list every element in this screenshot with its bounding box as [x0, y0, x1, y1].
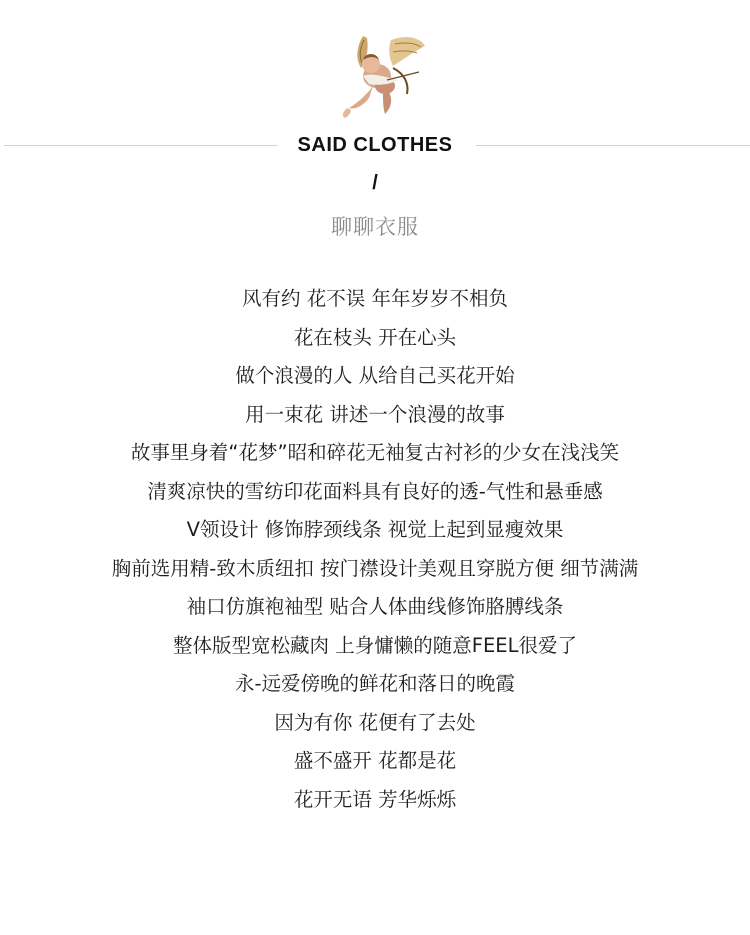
- poem-line: 故事里身着“花梦”昭和碎花无袖复古衬衫的少女在浅浅笑: [130, 441, 620, 464]
- poem-line: 清爽凉快的雪纺印花面料具有良好的透-气性和悬垂感: [147, 479, 603, 503]
- brand-title: SAID CLOTHES: [297, 134, 453, 156]
- poem-line: 用一束花 讲述一个浪漫的故事: [245, 402, 505, 426]
- poem-line: 花在枝头 开在心头: [293, 325, 457, 349]
- poem-line: 盛不盛开 花都是花: [293, 749, 457, 772]
- poem-line: 袖口仿旗袍袖型 贴合人体曲线修饰胳膊线条: [186, 595, 564, 618]
- poem-line: 胸前选用精-致木质纽扣 按门襟设计美观且穿脱方便 细节满满: [111, 556, 639, 580]
- poem-lines: [0, 284, 750, 823]
- poem-line: 永-远爱傍晚的鲜花和落日的晚霞: [234, 672, 516, 695]
- poem-line: 做个浪漫的人 从给自己买花开始: [235, 364, 515, 387]
- poem-line: 因为有你 花便有了去处: [274, 710, 476, 734]
- cherub-icon: [333, 28, 425, 120]
- page-subtitle: 聊聊衣服: [331, 215, 419, 239]
- poem-line: V领设计 修饰脖颈线条 视觉上起到显瘦效果: [186, 518, 564, 541]
- separator-slash: /: [372, 172, 378, 194]
- poem-line: 花开无语 芳华烁烁: [293, 787, 457, 811]
- poem-line: 整体版型宽松藏肉 上身慵懒的随意FEEL很爱了: [173, 633, 577, 657]
- poem-line: 风有约 花不误 年年岁岁不相负: [242, 287, 508, 310]
